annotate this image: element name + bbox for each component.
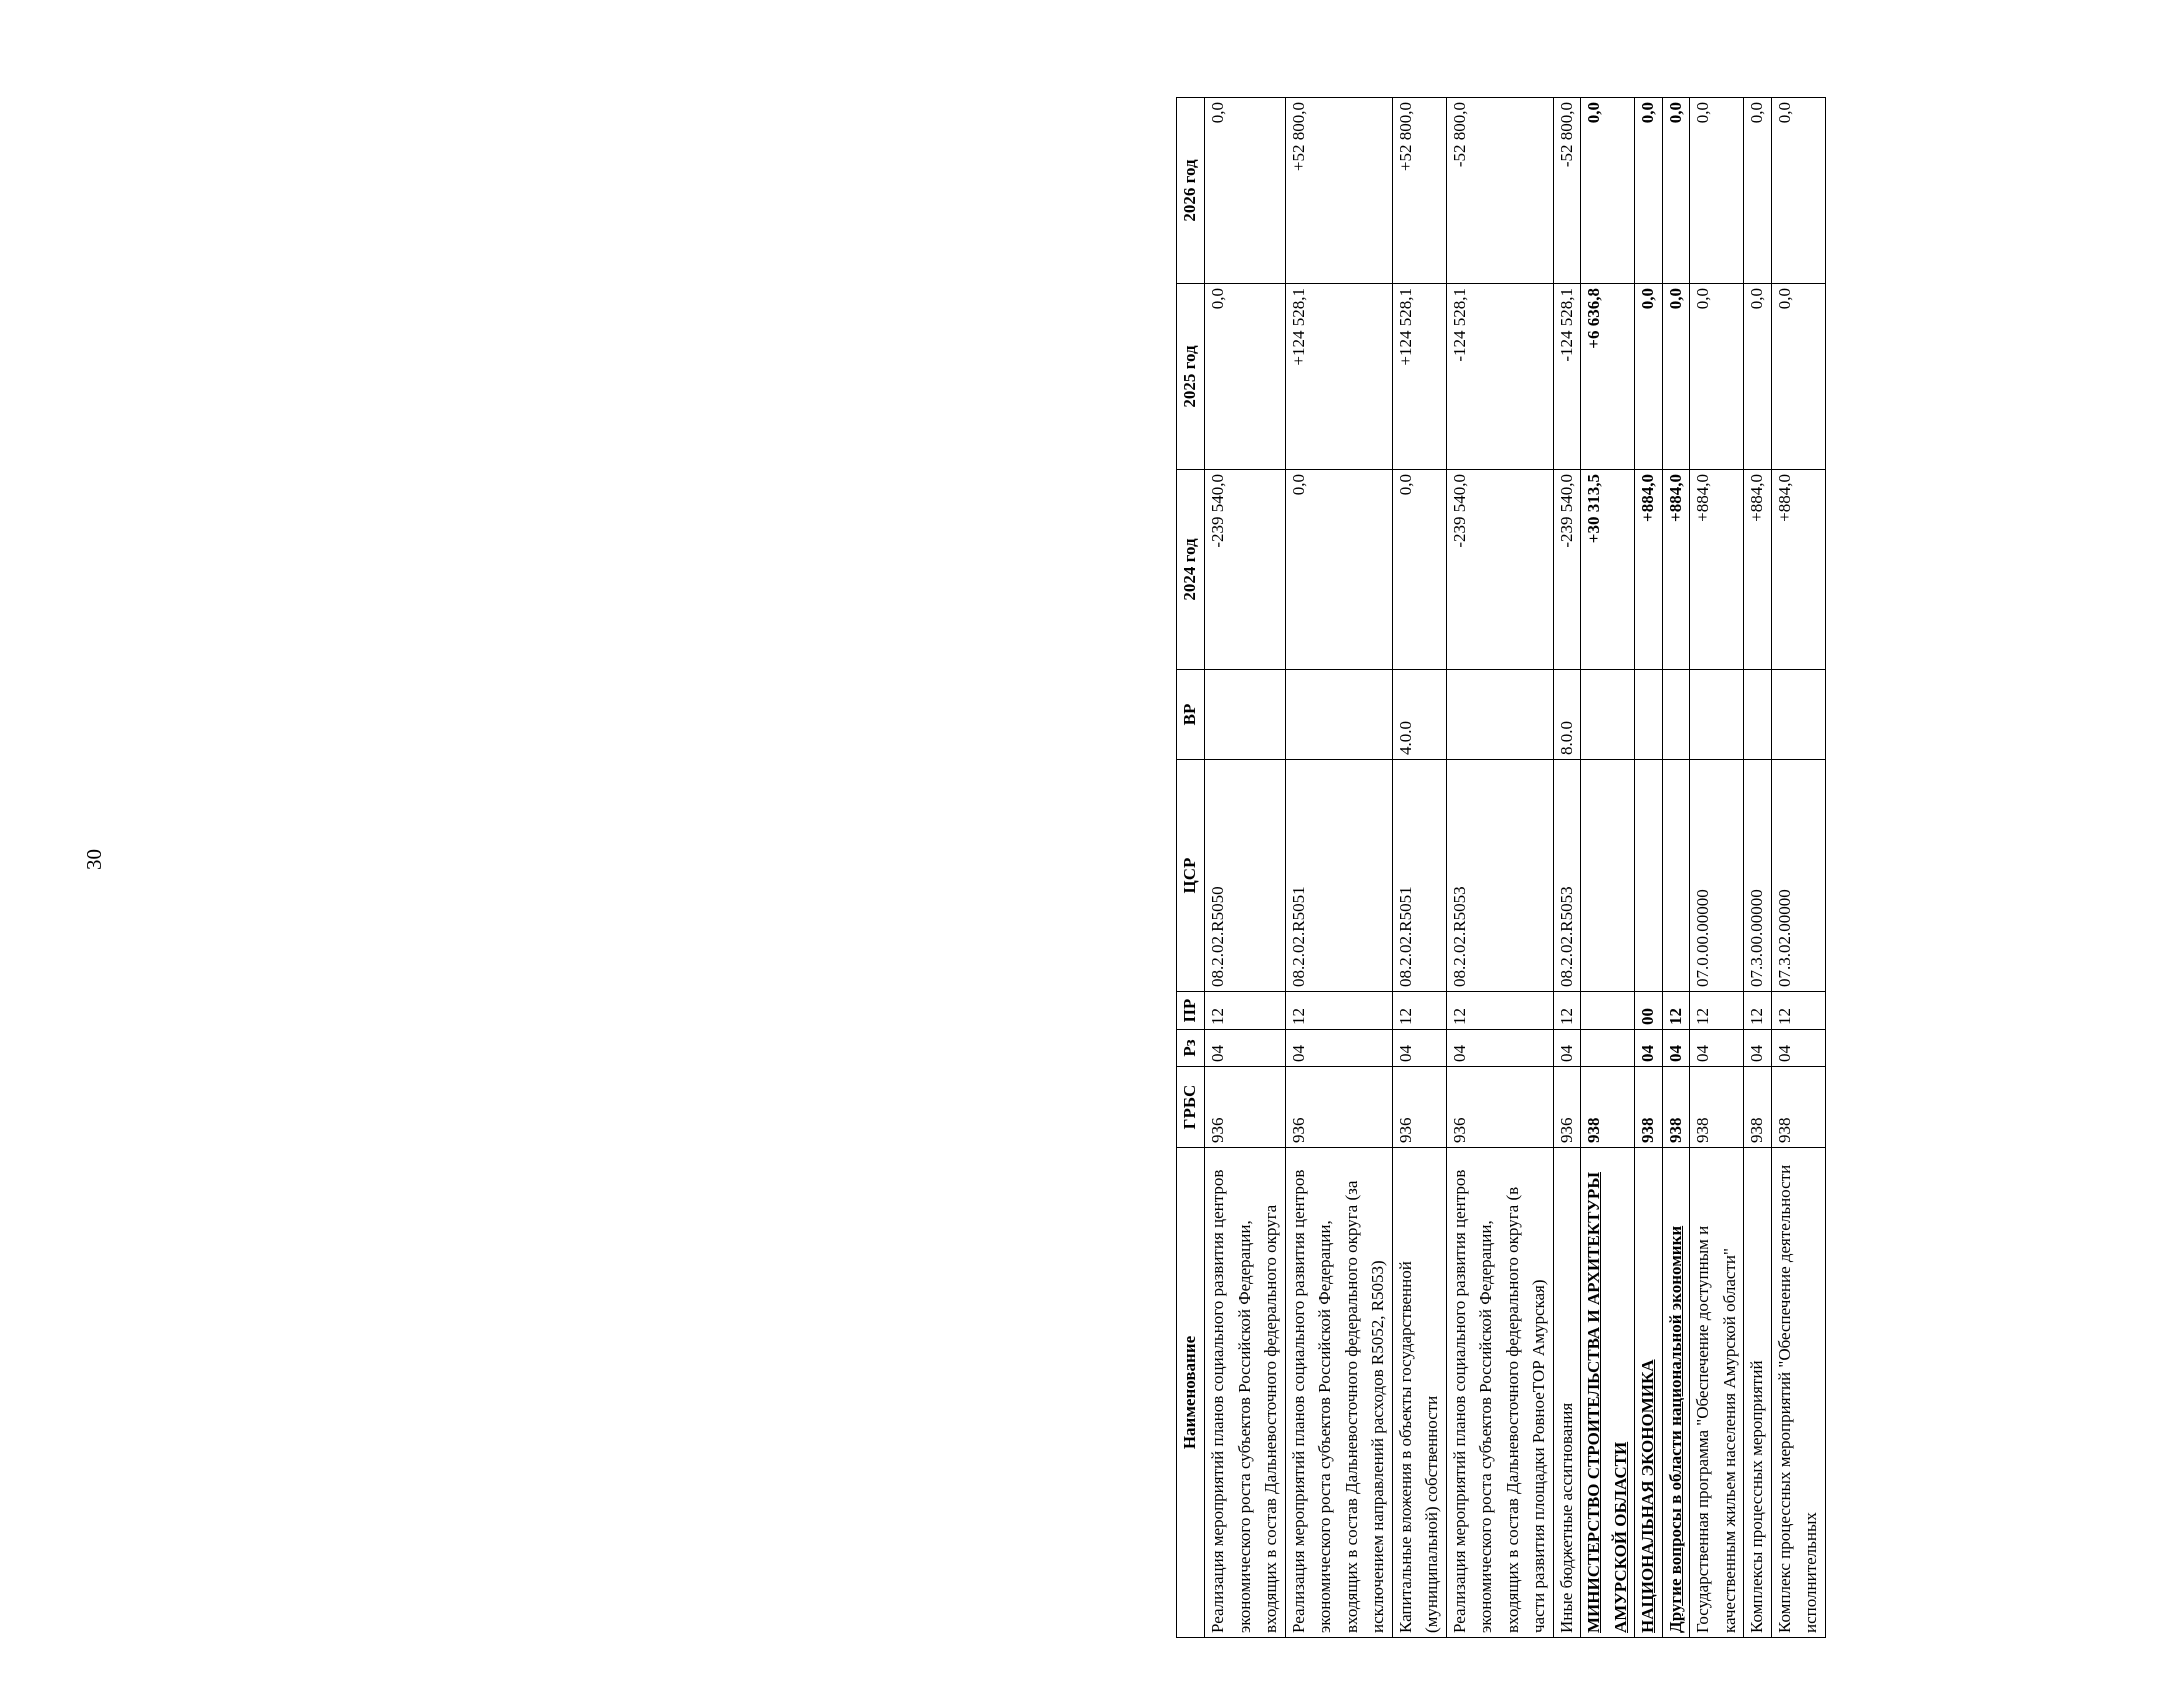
cell-y2026: +52 800,0 <box>1392 98 1446 284</box>
cell-rz: 04 <box>1744 1030 1772 1067</box>
table-row <box>1285 98 1392 1638</box>
header-rz: Рз <box>1177 1030 1205 1067</box>
cell-vr <box>1690 670 1744 760</box>
cell-y2025: 0,0 <box>1205 284 1286 470</box>
cell-vr <box>1581 670 1635 760</box>
table-row <box>1635 98 1663 1638</box>
table-body <box>1205 98 1826 1638</box>
cell-pr: 12 <box>1446 992 1553 1030</box>
cell-vr: 8.0.0 <box>1553 670 1581 760</box>
cell-y2024: +30 313,5 <box>1581 470 1635 670</box>
cell-vr <box>1635 670 1663 760</box>
cell-pr: 12 <box>1205 992 1286 1030</box>
cell-pr: 12 <box>1744 992 1772 1030</box>
table-row <box>1662 98 1690 1638</box>
cell-pr: 12 <box>1771 992 1825 1030</box>
cell-grbs: 938 <box>1662 1067 1690 1148</box>
header-pr: ПР <box>1177 992 1205 1030</box>
header-2025: 2025 год <box>1177 284 1205 470</box>
cell-name: Другие вопросы в области национальной экономики <box>1662 1148 1690 1638</box>
table-row <box>1205 98 1286 1638</box>
cell-csr: 07.0.00.00000 <box>1690 760 1744 992</box>
cell-pr <box>1581 992 1635 1030</box>
cell-y2025: 0,0 <box>1662 284 1690 470</box>
cell-name: Капитальные вложения в объекты государственной (муниципальной) собственности <box>1392 1148 1446 1638</box>
cell-name: Реализация мероприятий планов социального развития центров экономического роста субъектов Российской Федерации, входящих в состав Дальневосточного федерального округа (в части развития площадки РовноеТОР Амурская) <box>1446 1148 1553 1638</box>
table-row <box>1392 98 1446 1638</box>
cell-y2024: +884,0 <box>1771 470 1825 670</box>
cell-rz: 04 <box>1446 1030 1553 1067</box>
cell-name: НАЦИОНАЛЬНАЯ ЭКОНОМИКА <box>1635 1148 1663 1638</box>
cell-rz: 04 <box>1662 1030 1690 1067</box>
cell-y2025: 0,0 <box>1744 284 1772 470</box>
cell-y2024: +884,0 <box>1744 470 1772 670</box>
cell-y2026: 0,0 <box>1205 98 1286 284</box>
cell-rz: 04 <box>1771 1030 1825 1067</box>
cell-name: МИНИСТЕРСТВО СТРОИТЕЛЬСТВА И АРХИТЕКТУРЫ АМУРСКОЙ ОБЛАСТИ <box>1581 1148 1635 1638</box>
cell-y2026: 0,0 <box>1690 98 1744 284</box>
cell-vr <box>1662 670 1690 760</box>
cell-y2024: 0,0 <box>1392 470 1446 670</box>
cell-rz: 04 <box>1285 1030 1392 1067</box>
cell-rz: 04 <box>1205 1030 1286 1067</box>
cell-rz <box>1581 1030 1635 1067</box>
table-row <box>1553 98 1581 1638</box>
table-row <box>1690 98 1744 1638</box>
cell-name: Государственная программа "Обеспечение доступным и качественным жильем населения Амурской области" <box>1690 1148 1744 1638</box>
cell-vr <box>1285 670 1392 760</box>
cell-rz: 04 <box>1392 1030 1446 1067</box>
cell-pr: 12 <box>1690 992 1744 1030</box>
cell-rz: 04 <box>1553 1030 1581 1067</box>
cell-name: Реализация мероприятий планов социального развития центров экономического роста субъектов Российской Федерации, входящих в состав Дальневосточного федерального округа <box>1205 1148 1286 1638</box>
cell-grbs: 936 <box>1285 1067 1392 1148</box>
cell-csr: 08.2.02.R5051 <box>1392 760 1446 992</box>
cell-name: Комплекс процессных мероприятий "Обеспечение деятельности исполнительных <box>1771 1148 1825 1638</box>
cell-y2026: +52 800,0 <box>1285 98 1392 284</box>
header-name: Наименование <box>1177 1148 1205 1638</box>
cell-y2024: -239 540,0 <box>1446 470 1553 670</box>
header-csr: ЦСР <box>1177 760 1205 992</box>
cell-csr <box>1581 760 1635 992</box>
header-2024: 2024 год <box>1177 470 1205 670</box>
cell-name: Комплексы процессных мероприятий <box>1744 1148 1772 1638</box>
cell-name: Иные бюджетные ассигнования <box>1553 1148 1581 1638</box>
cell-grbs: 938 <box>1771 1067 1825 1148</box>
cell-y2026: 0,0 <box>1771 98 1825 284</box>
cell-pr: 12 <box>1662 992 1690 1030</box>
cell-pr: 12 <box>1285 992 1392 1030</box>
table-row <box>1581 98 1635 1638</box>
cell-csr <box>1635 760 1663 992</box>
cell-y2026: 0,0 <box>1581 98 1635 284</box>
cell-y2024: +884,0 <box>1662 470 1690 670</box>
budget-table-container <box>1176 98 2176 1638</box>
cell-grbs: 938 <box>1635 1067 1663 1148</box>
cell-y2025: 0,0 <box>1690 284 1744 470</box>
cell-y2024: +884,0 <box>1635 470 1663 670</box>
header-2026: 2026 год <box>1177 98 1205 284</box>
cell-vr: 4.0.0 <box>1392 670 1446 760</box>
cell-csr: 07.3.00.00000 <box>1744 760 1772 992</box>
cell-csr: 08.2.02.R5053 <box>1553 760 1581 992</box>
cell-grbs: 936 <box>1205 1067 1286 1148</box>
cell-y2025: +124 528,1 <box>1285 284 1392 470</box>
cell-grbs: 938 <box>1581 1067 1635 1148</box>
cell-grbs: 938 <box>1744 1067 1772 1148</box>
page-number: 30 <box>82 849 106 870</box>
cell-csr: 07.3.02.00000 <box>1771 760 1825 992</box>
header-grbs: ГРБС <box>1177 1067 1205 1148</box>
cell-vr <box>1744 670 1772 760</box>
cell-y2026: -52 800,0 <box>1553 98 1581 284</box>
cell-y2024: -239 540,0 <box>1205 470 1286 670</box>
table-row <box>1744 98 1772 1638</box>
cell-y2025: 0,0 <box>1635 284 1663 470</box>
cell-csr: 08.2.02.R5051 <box>1285 760 1392 992</box>
table-row <box>1446 98 1553 1638</box>
cell-grbs: 936 <box>1553 1067 1581 1148</box>
table-row <box>1771 98 1825 1638</box>
cell-csr: 08.2.02.R5050 <box>1205 760 1286 992</box>
cell-grbs: 936 <box>1446 1067 1553 1148</box>
cell-vr <box>1446 670 1553 760</box>
budget-table <box>1176 97 1826 1638</box>
cell-pr: 00 <box>1635 992 1663 1030</box>
cell-y2026: 0,0 <box>1662 98 1690 284</box>
cell-rz: 04 <box>1635 1030 1663 1067</box>
cell-name: Реализация мероприятий планов социального развития центров экономического роста субъектов Российской Федерации, входящих в состав Дальневосточного федерального округа (за исключением направлений расходов R5052, R5053) <box>1285 1148 1392 1638</box>
cell-y2024: +884,0 <box>1690 470 1744 670</box>
cell-y2024: 0,0 <box>1285 470 1392 670</box>
cell-y2026: 0,0 <box>1635 98 1663 284</box>
cell-y2025: -124 528,1 <box>1446 284 1553 470</box>
cell-pr: 12 <box>1553 992 1581 1030</box>
header-vr: ВР <box>1177 670 1205 760</box>
cell-pr: 12 <box>1392 992 1446 1030</box>
cell-grbs: 936 <box>1392 1067 1446 1148</box>
cell-y2024: -239 540,0 <box>1553 470 1581 670</box>
cell-y2026: -52 800,0 <box>1446 98 1553 284</box>
cell-y2026: 0,0 <box>1744 98 1772 284</box>
cell-vr <box>1205 670 1286 760</box>
cell-csr <box>1662 760 1690 992</box>
cell-y2025: -124 528,1 <box>1553 284 1581 470</box>
cell-csr: 08.2.02.R5053 <box>1446 760 1553 992</box>
table-header-row <box>1177 98 1205 1638</box>
cell-rz: 04 <box>1690 1030 1744 1067</box>
cell-vr <box>1771 670 1825 760</box>
cell-y2025: +6 636,8 <box>1581 284 1635 470</box>
cell-y2025: +124 528,1 <box>1392 284 1446 470</box>
cell-y2025: 0,0 <box>1771 284 1825 470</box>
cell-grbs: 938 <box>1690 1067 1744 1148</box>
